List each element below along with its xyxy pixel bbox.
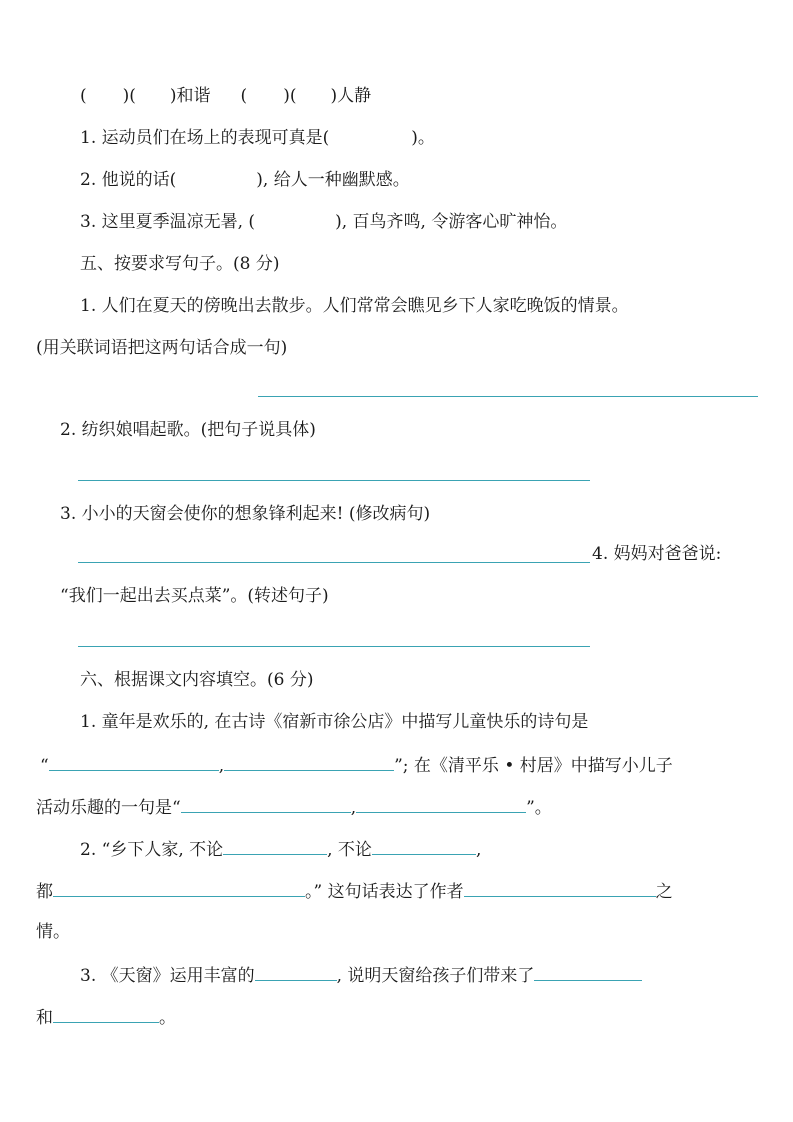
s5-q3-answer-line[interactable] (78, 562, 590, 563)
idiom-hexie: )和谐 (169, 86, 211, 106)
s6-q2-line1 (80, 836, 481, 862)
q-text: 之 (655, 882, 673, 902)
poem-blank-4[interactable] (356, 794, 526, 813)
section-5-heading: 五、按要求写句子。(8 分) (80, 254, 280, 274)
comma: , (218, 756, 225, 776)
s6-q2-line3: 情。 (36, 922, 70, 942)
paren-open: ( (240, 86, 248, 106)
q-text: 。 (159, 1008, 176, 1028)
poem-blank-1[interactable] (49, 752, 219, 771)
s5-q1-answer-line[interactable] (258, 396, 758, 397)
s5-q4-text-part1: 4. 妈妈对爸爸说: (592, 544, 722, 564)
poem-blank-2[interactable] (224, 752, 394, 771)
q-text: )。 (411, 128, 435, 148)
quote-open: “ (40, 756, 49, 776)
s5-q1-text: 1. 人们在夏天的傍晚出去散步。人们常常会瞧见乡下人家吃晚饭的情景。 (80, 296, 629, 316)
s5-q4-answer-line[interactable] (78, 646, 590, 647)
idiom-renjing: )人静 (330, 86, 372, 106)
paren-mid: )( (122, 86, 136, 106)
fill-blank-7[interactable] (53, 1004, 159, 1023)
q-text: ”; 在《清平乐 • 村居》中描写小儿子 (394, 756, 673, 776)
fill-blank-3[interactable] (53, 878, 305, 897)
q-text: 2. “乡下人家, 不论 (80, 840, 224, 860)
s6-q3-line2 (36, 1004, 176, 1030)
q-text: ”。 (526, 798, 552, 818)
s5-q4-text-part2: “我们一起出去买点菜”。(转述句子) (60, 586, 329, 606)
q-text: 1. 运动员们在场上的表现可真是( (80, 128, 330, 148)
q-text: 和 (36, 1008, 53, 1028)
poem-blank-3[interactable] (181, 794, 351, 813)
comma: , (475, 840, 482, 860)
s4-question-2 (80, 168, 410, 192)
s6-q2-line2 (36, 878, 673, 904)
q-text: 。” 这句话表达了作者 (305, 882, 464, 902)
fill-blank-1[interactable] (223, 836, 327, 855)
section-6-heading: 六、根据课文内容填空。(6 分) (80, 670, 314, 690)
s5-q2-answer-line[interactable] (78, 480, 590, 481)
q-text: 3. 《天窗》运用丰富的 (80, 966, 255, 986)
s6-q1-text: 1. 童年是欢乐的, 在古诗《宿新市徐公店》中描写儿童快乐的诗句是 (80, 712, 589, 732)
q-text: ), 百鸟齐鸣, 令游客心旷神怡。 (335, 212, 568, 232)
q-text: 3. 这里夏季温凉无暑, ( (80, 212, 256, 232)
s4-question-1 (80, 126, 435, 150)
q-text: 活动乐趣的一句是“ (36, 798, 181, 818)
s6-q1-line2 (40, 752, 673, 778)
s5-q1-instruction: (用关联词语把这两句话合成一句) (36, 338, 288, 358)
fill-blank-4[interactable] (464, 878, 656, 897)
paren-open: ( (80, 86, 87, 106)
q-text: , 说明天窗给孩子们带来了 (336, 966, 535, 986)
fill-blank-2[interactable] (372, 836, 476, 855)
q-text: ), 给人一种幽默感。 (256, 170, 410, 190)
s5-q2-text: 2. 纺织娘唱起歌。(把句子说具体) (60, 420, 316, 440)
s6-q1-line3 (36, 794, 552, 820)
q-text: 都 (36, 882, 53, 902)
fill-blank-6[interactable] (534, 962, 642, 981)
fill-blank-5[interactable] (255, 962, 337, 981)
paren-mid: )( (283, 86, 297, 106)
s4-question-3 (80, 210, 567, 234)
q-text: 2. 他说的话( (80, 170, 177, 190)
idiom-pair-line (80, 84, 371, 108)
q-text: , 不论 (327, 840, 372, 860)
s5-q3-text: 3. 小小的天窗会使你的想象锋利起来! (修改病句) (60, 504, 431, 524)
s6-q3-line1 (80, 962, 642, 988)
comma: , (350, 798, 357, 818)
